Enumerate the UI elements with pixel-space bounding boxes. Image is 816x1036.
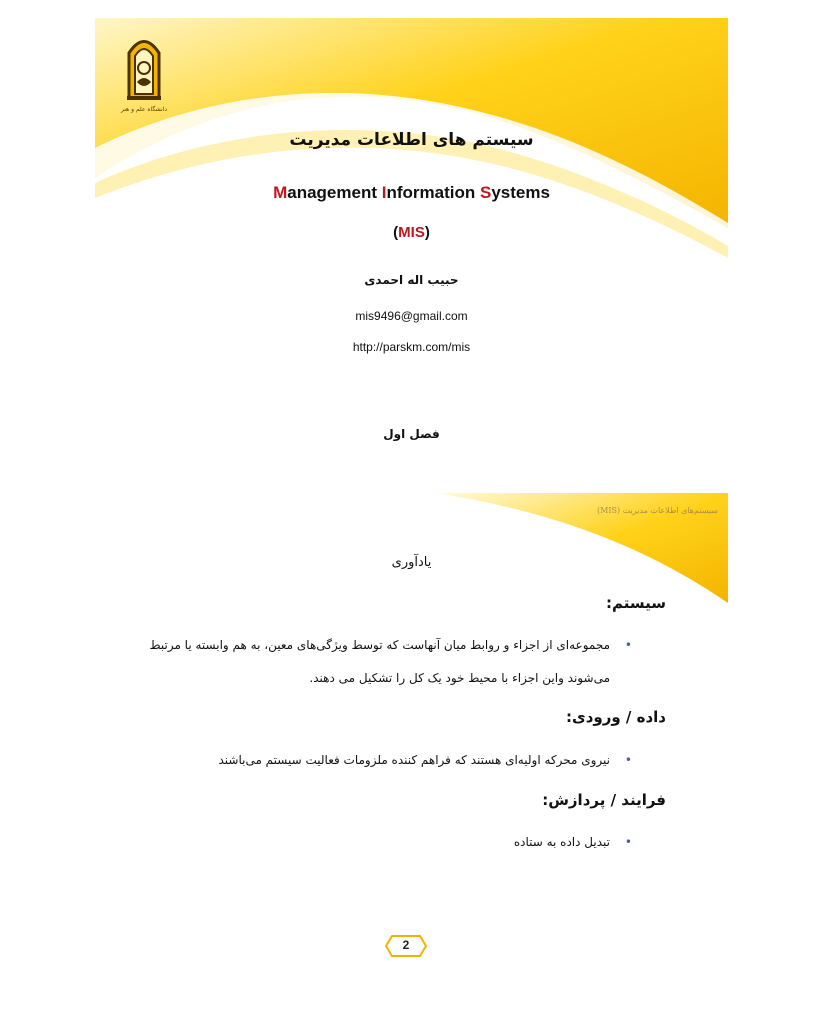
title-word-ystems: ystems	[491, 183, 550, 202]
course-abbreviation	[95, 224, 728, 241]
university-emblem-icon	[109, 28, 179, 106]
process-definition: تبدیل داده به ستاده	[513, 835, 610, 849]
course-website: http://parskm.com/mis	[352, 340, 471, 354]
title-letter-i: I	[381, 183, 387, 202]
bullet-marker: •	[624, 753, 632, 767]
running-title: سیستم‌های اطلاعات مدیریت (MIS)	[597, 506, 718, 515]
system-definition-line2: می‌شوند واین اجزاء با محیط خود یک کل را تشکیل می دهند.	[309, 671, 610, 685]
chapter-label: فصل اول	[383, 427, 440, 441]
author-email: mis9496@gmail.com	[355, 309, 468, 323]
bullet-marker: •	[624, 835, 632, 849]
abbr-close-paren: )	[424, 224, 430, 241]
yellow-swoosh-background	[95, 18, 728, 480]
slide-subtitle: یادآوری	[391, 555, 432, 570]
title-slide	[95, 18, 728, 480]
bullet-marker: •	[624, 638, 632, 652]
abbr-open-paren: (	[393, 224, 399, 241]
title-letter-s: S	[479, 183, 492, 202]
input-definition: نیروی محرکه اولیه‌ای هستند که فراهم کننده ملزومات فعالیت سیستم می‌باشند	[218, 753, 610, 767]
author-name: حبیب اله احمدی	[364, 273, 459, 287]
heading-system: سیستم:	[605, 594, 666, 612]
system-definition-line1: مجموعه‌ای از اجزاء و روابط میان آنهاست که توسط ویژگی‌های معین، به هم وابسته یا مرتبط	[149, 638, 610, 652]
course-title-persian: سیستم های اطلاعات مدیریت	[289, 130, 534, 150]
title-word-nformation: nformation	[386, 183, 480, 202]
logo-caption: دانشگاه علم و هنر	[120, 106, 168, 113]
title-letter-m: M	[273, 183, 288, 202]
page-number-badge	[385, 935, 427, 957]
university-logo	[109, 28, 179, 118]
course-title-english	[95, 183, 728, 203]
heading-data-input: داده / ورودی:	[565, 708, 666, 726]
heading-process: فرایند / پردازش:	[542, 791, 666, 809]
abbr-text: MIS	[398, 224, 425, 241]
title-word-anagement: anagement	[287, 183, 382, 202]
page-number: 2	[402, 938, 410, 952]
content-slide	[95, 493, 728, 913]
